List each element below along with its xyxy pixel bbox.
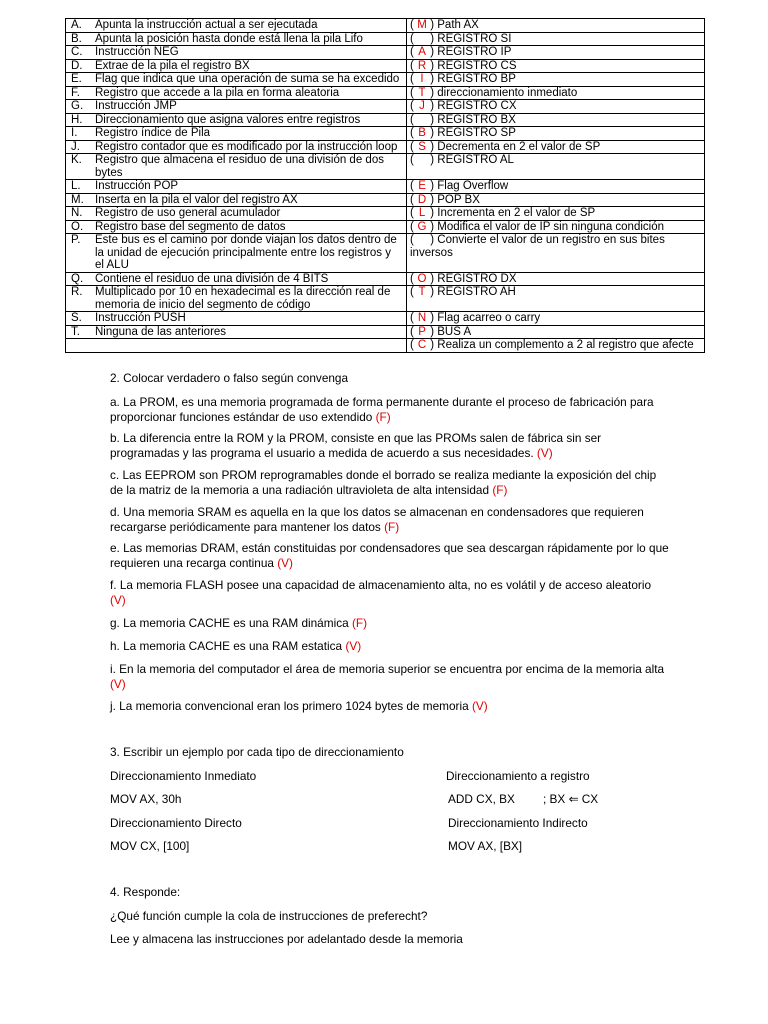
row-option: ( L ) Incrementa en 2 el valor de SP: [407, 207, 705, 221]
tf-item: [110, 395, 670, 425]
row-statement: [66, 286, 407, 312]
row-option: ( ) Convierte el valor de un registro en sus bites inversos: [407, 234, 705, 273]
row-statement: [66, 19, 407, 33]
row-statement: [66, 220, 407, 234]
row-statement: [66, 312, 407, 326]
row-option-text: REGISTRO SI: [437, 32, 512, 45]
row-answer: T: [418, 86, 426, 99]
table-row: [66, 59, 705, 73]
registro-comment: ; BX ⇐ CX: [543, 792, 599, 806]
row-letter: E.: [71, 73, 82, 85]
row-statement: [66, 193, 407, 207]
row-text: Inserta en la pila el valor del registro AX: [95, 193, 298, 206]
row-option-text: REGISTRO AL: [437, 154, 514, 166]
section4-title: 4. Responde:: [110, 885, 181, 899]
row-option: ( G ) Modifica el valor de IP sin ninguna condición: [407, 220, 705, 234]
row-answer: R: [417, 59, 427, 72]
row-option-text: REGISTRO IP: [437, 46, 512, 58]
table-row: [66, 180, 705, 194]
row-letter: N.: [71, 207, 83, 219]
row-option-text: Flag acarreo o carry: [437, 312, 541, 324]
row-letter: D.: [71, 59, 83, 72]
tf-item: [110, 468, 670, 498]
tf-item: [110, 616, 670, 631]
row-option-text: POP BX: [437, 193, 480, 206]
row-text: Registro contador que es modificado por la instrucción loop: [95, 140, 398, 153]
row-statement: [66, 113, 407, 127]
row-letter: B.: [71, 32, 82, 45]
tf-item-answer: (F): [351, 616, 368, 630]
row-option-text: Modifica el valor de IP sin ninguna condición: [437, 220, 664, 233]
row-statement: [66, 325, 407, 339]
row-option: ( ) REGISTRO BX: [407, 113, 705, 127]
tf-item-answer: (V): [536, 446, 553, 460]
tf-item-text: i. En la memoria del computador el área de memoria superior se encuentra por encima de la memoria alta: [110, 662, 665, 676]
tf-item-answer: (V): [277, 556, 293, 570]
row-option-text: Decrementa en 2 el valor de SP: [437, 140, 601, 153]
row-answer: L: [418, 207, 426, 219]
row-letter: S.: [71, 312, 82, 324]
row-answer: S: [418, 140, 426, 153]
row-statement: [66, 140, 407, 154]
row-option-text: BUS A: [437, 325, 472, 338]
row-answer: D: [417, 193, 427, 206]
tf-item-answer: (V): [110, 593, 126, 607]
row-option: ( B ) REGISTRO SP: [407, 127, 705, 141]
row-letter: T.: [71, 325, 80, 338]
row-option-text: Convierte el valor de un registro en sus bites inversos: [410, 234, 665, 259]
row-text: Direccionamiento que asigna valores entre registros: [95, 113, 361, 126]
row-letter: R.: [71, 286, 83, 298]
tf-item-answer: (F): [384, 520, 400, 534]
registro-example: ADD CX, BX: [448, 792, 515, 806]
row-letter: I.: [71, 127, 78, 139]
table-row: [66, 154, 705, 180]
registro-label: Direccionamiento a registro: [446, 769, 590, 783]
tf-item-answer: (V): [345, 639, 362, 653]
row-letter: P.: [71, 234, 81, 246]
inmediato-label: Direccionamiento Inmediato: [110, 769, 257, 783]
row-option: ( ) REGISTRO AL: [407, 154, 705, 180]
section2-title: 2. Colocar verdadero o falso según convenga: [110, 371, 349, 385]
indirecto-label: Direccionamiento Indirecto: [448, 816, 588, 830]
row-option-text: Path AX: [437, 19, 479, 31]
row-text: Este bus es el camino por donde viajan los datos dentro de la unidad de ejecución principalmente entre los registros y el ALU: [95, 234, 397, 271]
tf-item: [110, 699, 670, 714]
tf-item-text: e. Las memorias DRAM, están constituidas por condensadores que sea descargan rápidamente por lo que requieren una recarga continua: [110, 541, 669, 570]
section4-question: ¿Qué función cumple la cola de instrucciones de preferecht?: [110, 909, 428, 923]
table-row: [66, 100, 705, 114]
section3-title: 3. Escribir un ejemplo por cada tipo de direccionamiento: [110, 745, 404, 759]
tf-item-text: d. Una memoria SRAM es aquella en la que los datos se almacenan en condensadores que requieren recargarse periódicamente para mantener los datos: [110, 505, 644, 534]
row-option-text: REGISTRO BX: [437, 113, 516, 126]
directo-example: MOV CX, [100]: [110, 839, 190, 853]
table-row: [66, 73, 705, 87]
row-option: ( E ) Flag Overflow: [407, 180, 705, 194]
row-option: ( J ) REGISTRO CX: [407, 100, 705, 114]
row-letter: O.: [71, 220, 84, 233]
row-statement: [66, 272, 407, 286]
row-option: ( T ) direccionamiento inmediato: [407, 86, 705, 100]
row-answer: E: [418, 180, 426, 192]
row-text: Instrucción JMP: [95, 100, 177, 112]
table-row: [66, 234, 705, 273]
row-option: ( C ) Realiza un complemento a 2 al registro que afecte: [407, 339, 705, 353]
table-row: [66, 19, 705, 33]
row-statement: [66, 234, 407, 273]
row-answer: C: [417, 339, 427, 351]
row-option-text: Realiza un complemento a 2 al registro que afecte: [437, 339, 694, 351]
row-answer: G: [417, 220, 427, 233]
row-option: ( S ) Decrementa en 2 el valor de SP: [407, 140, 705, 154]
tf-item: [110, 541, 670, 571]
row-letter: A.: [71, 19, 82, 31]
row-answer: B: [418, 127, 426, 139]
row-answer: J: [419, 100, 425, 112]
row-statement: [66, 32, 407, 46]
row-answer: P: [418, 325, 426, 338]
row-option-text: direccionamiento inmediato: [437, 86, 578, 99]
table-row: [66, 325, 705, 339]
row-text: Registro que accede a la pila en forma aleatoria: [95, 86, 340, 99]
tf-item-text: g. La memoria CACHE es una RAM dinámica: [110, 616, 349, 630]
row-option-text: REGISTRO CX: [437, 100, 517, 112]
row-option: ( T ) REGISTRO AH: [407, 286, 705, 312]
table-row: [66, 286, 705, 312]
tf-item-text: c. Las EEPROM son PROM reprogramables donde el borrado se realiza mediante la exposición del chip de la matriz de la memoria a una radiación ultravioleta de alta intensidad: [110, 468, 657, 497]
table-row: [66, 272, 705, 286]
tf-item-text: f. La memoria FLASH posee una capacidad de almacenamiento alta, no es volátil y de acceso aleatorio: [110, 578, 652, 592]
row-text: Registro índice de Pila: [95, 127, 211, 139]
row-text: Multiplicado por 10 en hexadecimal es la dirección real de memoria de inicio del segmento de código: [95, 286, 391, 311]
row-text: Flag que indica que una operación de suma se ha excedido: [95, 73, 400, 85]
row-statement: [66, 154, 407, 180]
row-letter: F.: [71, 86, 80, 99]
row-text: Extrae de la pila el registro BX: [95, 59, 250, 72]
table-row: [66, 32, 705, 46]
row-option-text: REGISTRO DX: [437, 272, 517, 285]
row-text: Apunta la instrucción actual a ser ejecutada: [95, 19, 318, 31]
row-statement: [66, 127, 407, 141]
row-option: ( ) REGISTRO SI: [407, 32, 705, 46]
row-letter: H.: [71, 113, 83, 126]
row-letter: M.: [71, 193, 84, 206]
row-option-text: Flag Overflow: [437, 180, 509, 192]
inmediato-example: MOV AX, 30h: [110, 792, 182, 806]
row-text: Instrucción POP: [95, 180, 179, 192]
table-row: [66, 312, 705, 326]
row-statement: [66, 180, 407, 194]
table-row: [66, 86, 705, 100]
row-option: ( R ) REGISTRO CS: [407, 59, 705, 73]
table-row: [66, 339, 705, 353]
row-text: Contiene el residuo de una división de 4 BITS: [95, 272, 329, 285]
row-text: Registro de uso general acumulador: [95, 207, 281, 219]
table-row: [66, 127, 705, 141]
tf-item: [110, 505, 670, 535]
row-answer: M: [417, 19, 427, 31]
row-text: Instrucción PUSH: [95, 312, 186, 324]
table-row: [66, 193, 705, 207]
row-statement: [66, 59, 407, 73]
tf-item-answer: (F): [492, 483, 508, 497]
table-row: [66, 207, 705, 221]
row-answer: O: [417, 272, 427, 285]
row-statement: [66, 339, 407, 353]
row-answer: T: [418, 286, 426, 298]
indirecto-example: MOV AX, [BX]: [448, 839, 523, 853]
tf-item-answer: (V): [471, 699, 488, 713]
directo-label: Direccionamiento Directo: [110, 816, 242, 830]
row-letter: J.: [71, 140, 80, 153]
table-row: [66, 220, 705, 234]
row-letter: Q.: [71, 272, 84, 285]
row-text: Apunta la posición hasta donde está llena la pila Lifo: [95, 32, 363, 45]
table-row: [66, 113, 705, 127]
tf-item-text: a. La PROM, es una memoria programada de forma permanente durante el proceso de fabricación para proporcionar funciones estándar de uso extendido: [110, 395, 654, 424]
row-text: Registro que almacena el residuo de una división de dos bytes: [95, 154, 384, 179]
row-letter: G.: [71, 100, 84, 112]
tf-item: [110, 639, 670, 654]
row-statement: [66, 207, 407, 221]
row-option-text: Incrementa en 2 el valor de SP: [437, 207, 596, 219]
row-letter: C.: [71, 46, 83, 58]
tf-item-answer: (F): [375, 410, 391, 424]
row-letter: L.: [71, 180, 81, 192]
row-statement: [66, 100, 407, 114]
row-option: ( I ) REGISTRO BP: [407, 73, 705, 87]
row-option: ( M ) Path AX: [407, 19, 705, 33]
row-option: ( D ) POP BX: [407, 193, 705, 207]
row-answer: N: [417, 312, 427, 324]
tf-item-answer: (V): [110, 677, 126, 691]
tf-item: [110, 578, 670, 608]
row-statement: [66, 73, 407, 87]
tf-item: [110, 431, 670, 461]
section4-answer: Lee y almacena las instrucciones por adelantado desde la memoria: [110, 932, 463, 946]
row-answer: A: [418, 46, 426, 58]
row-option: ( P ) BUS A: [407, 325, 705, 339]
row-text: Instrucción NEG: [95, 46, 179, 58]
row-statement: [66, 86, 407, 100]
matching-table: [65, 18, 705, 353]
tf-item-text: b. La diferencia entre la ROM y la PROM, consiste en que las PROMs salen de fábrica sin ser programadas y las programa el usuario a medida de acuerdo a sus necesidades.: [110, 431, 602, 460]
row-answer: I: [420, 73, 424, 85]
row-text: Registro base del segmento de datos: [95, 220, 286, 233]
row-option-text: REGISTRO CS: [437, 59, 517, 72]
table-row: [66, 46, 705, 60]
row-option-text: REGISTRO BP: [437, 73, 516, 85]
tf-item-text: h. La memoria CACHE es una RAM estatica: [110, 639, 343, 653]
row-statement: [66, 46, 407, 60]
row-option: ( A ) REGISTRO IP: [407, 46, 705, 60]
row-option-text: REGISTRO SP: [437, 127, 516, 139]
row-text: Ninguna de las anteriores: [95, 325, 227, 338]
table-row: [66, 140, 705, 154]
row-option: ( N ) Flag acarreo o carry: [407, 312, 705, 326]
row-letter: K.: [71, 154, 82, 166]
tf-item-text: j. La memoria convencional eran los primero 1024 bytes de memoria: [110, 699, 469, 713]
row-option-text: REGISTRO AH: [437, 286, 516, 298]
tf-item: [110, 662, 670, 692]
row-option: ( O ) REGISTRO DX: [407, 272, 705, 286]
